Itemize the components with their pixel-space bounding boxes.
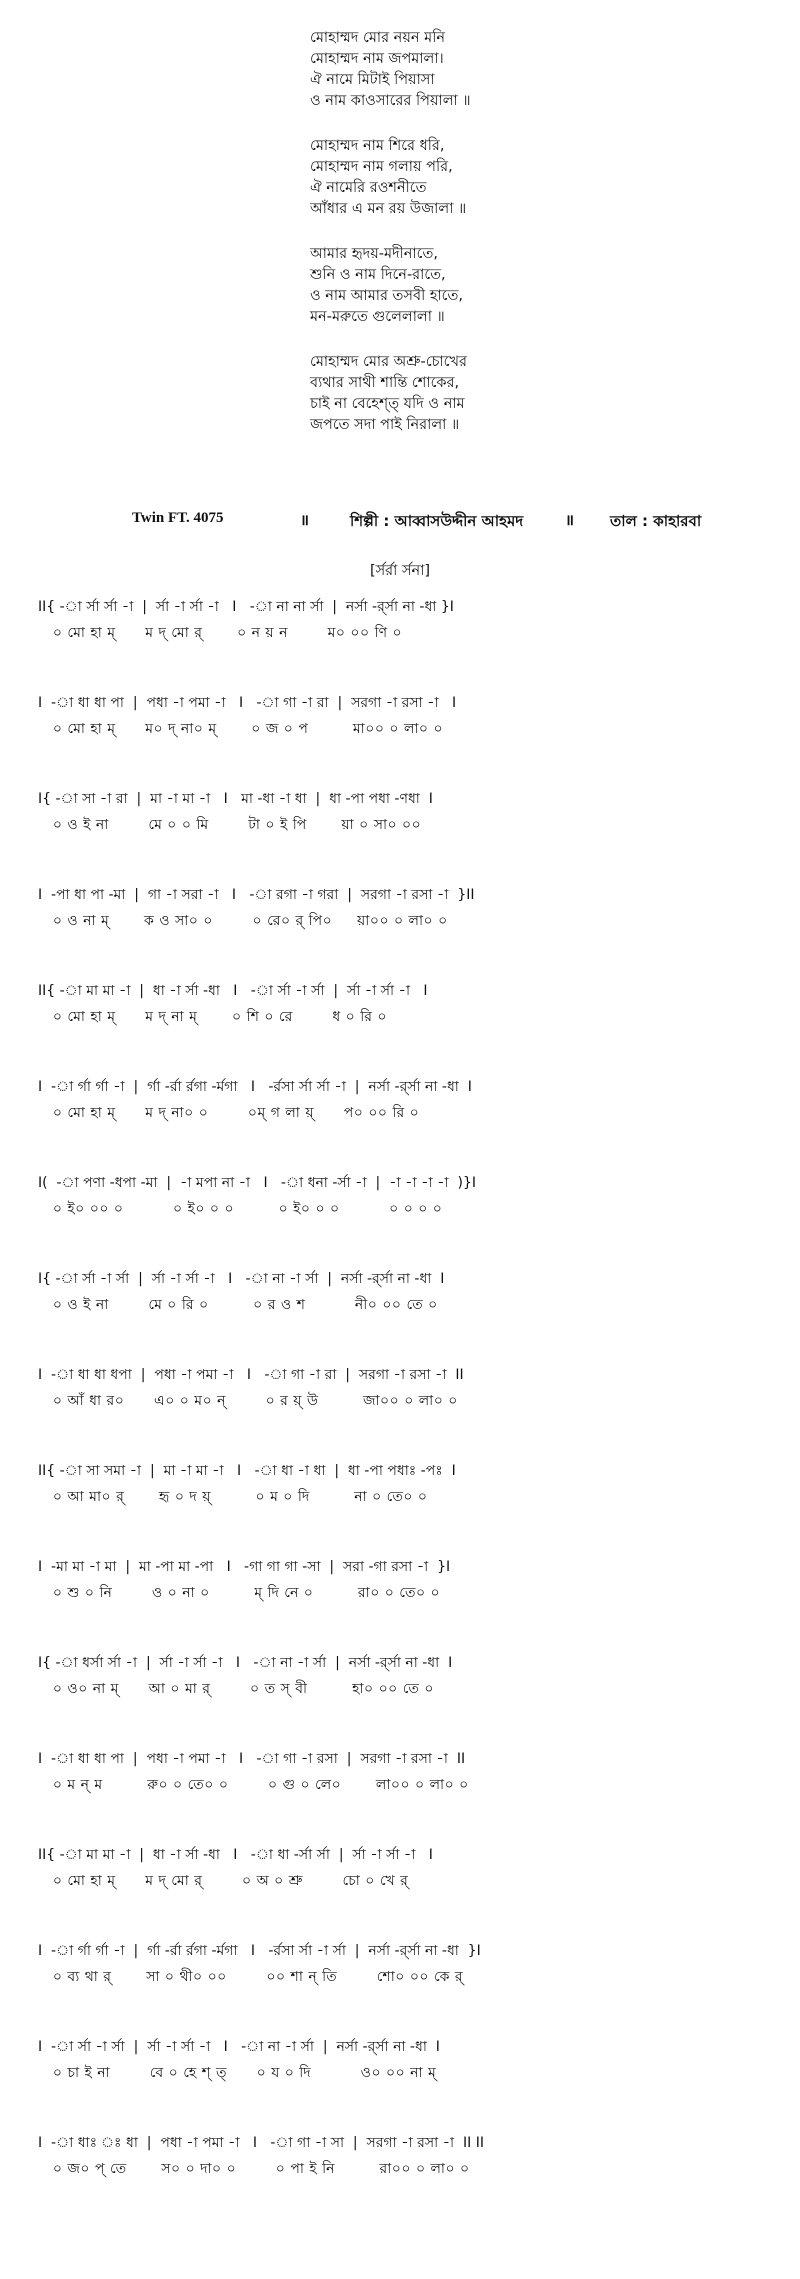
swara-line: I -পা ধা পা -মা | গা -া সরা -া I -া রগা -া গরা | সরগা -া রসা -া }II: [38, 887, 475, 903]
lyric-syllables: ০ ও ই না মে ০ রি ০ ০ র ও শ নী০ ০০ তে ০: [38, 1297, 438, 1313]
notation-row: [38, 883, 768, 941]
lyric-stanza: [310, 352, 730, 436]
notation-row: [38, 1939, 768, 1997]
swara-line: I( -া পণা -ধপা -মা | -া মপা না -া I -া ধনা -র্সা -া | -া -া -া -া )}I: [38, 1175, 477, 1191]
lyric-line: মোহাম্মদ নাম জপমালা।: [310, 51, 444, 67]
record-number: Twin FT. 4075: [132, 510, 224, 526]
lyric-syllables: ০ ম ন্‌ ম রু০ ০ তে০ ০ ০ গু ০ লে০ লা০০ ০ লা০ ০: [38, 1777, 469, 1793]
lyric-syllables: ০ মো হা ম্‌ ম দ্‌ মো র্‌ ০ ন য় ন ম০ ০০ ণি ০: [38, 625, 403, 641]
notation-row: [38, 1459, 768, 1517]
scale-heading: [র্সর্রা র্সনা]: [369, 563, 431, 579]
lyric-syllables: ০ ই০ ০০ ০ ০ ই০ ০ ০ ০ ই০ ০ ০ ০ ০ ০ ০: [38, 1201, 443, 1217]
swara-line: I{ -া সা -া রা | মা -া মা -া I মা -ধা -া ধা | ধা -পা পধা -ণধা I: [38, 791, 433, 807]
artist-credit: শিল্পী : আব্বাসউদ্দীন আহমদ: [350, 512, 524, 530]
lyric-line: চাই না বেহেশ্‌ত্‌ যদি ও নাম: [310, 396, 465, 412]
lyric-line: আমার হৃদয়-মদীনাতে,: [310, 246, 438, 262]
lyric-syllables: ০ ও না ম্‌ ক ও সা০ ০ ০ রে০ র্‌ পি০ য়া০০ ০ লা০ ০: [38, 913, 448, 929]
swara-line: I -া ধা ধা ধপা | পধা -া পমা -া I -া গা -া রা | সরগা -া রসা -া II: [38, 1367, 464, 1383]
lyric-syllables: ০ জ০ প্‌ তে স০ ০ দা০ ০ ০ পা ই নি রা০০ ০ লা০ ০: [38, 2161, 470, 2177]
lyric-line: মোহাম্মদ নাম শিরে ধরি,: [310, 138, 445, 154]
swara-line: I -া ধাঃ ঃ ধা | পধা -া পমা -া I -া গা -া সা | সরগা -া রসা -া II II: [38, 2135, 484, 2151]
notation-row: [38, 1363, 768, 1421]
lyrics-block: [310, 28, 730, 460]
lyric-line: মন-মরুতে গুলেলালা ॥: [310, 309, 445, 325]
swara-line: I -া র্সা -া র্সা | র্সা -া র্সা -া I -া না -া র্সা | নর্সা -র্র্সা না -ধা I: [38, 2039, 440, 2055]
notation-row: [38, 1075, 768, 1133]
lyric-syllables: ০ মো হা ম্‌ ম দ্‌ মো র্‌ ০ অ ০ শ্রু চো ০ খে র্‌: [52, 1873, 409, 1889]
lyric-syllables: ০ ও ই না মে ০ ০ মি টা ০ ই পি য়া ০ সা০ ০০: [38, 817, 422, 833]
lyric-line: ও নাম আমার তসবী হাতে,: [310, 288, 463, 304]
notation-row: [38, 787, 768, 845]
lyric-syllables: ০ মো হা ম্‌ ম দ্‌ না ম্‌ ০ শি ০ রে ধ ০ রি ০: [38, 1009, 387, 1025]
notation-row: [38, 979, 768, 1037]
swara-line: I -া ধা ধা পা | পধা -া পমা -া I -া গা -া রা | সরগা -া রসা -া I: [38, 695, 457, 711]
swara-line: II{ -া সা সমা -া | মা -া মা -া I -া ধা -া ধা | ধা -পা পধাঃ -পঃ I: [38, 1463, 456, 1479]
swara-line: I -মা মা -া মা | মা -পা মা -পা I -গা গা গা -সা | সরা -গা রসা -া }I: [38, 1559, 451, 1575]
swara-line: I{ -া ধর্সা র্সা -া | র্সা -া র্সা -া I -া না -া র্সা | নর্সা -র্র্সা না -ধা I: [38, 1655, 453, 1671]
notation-row: [38, 595, 768, 653]
lyric-line: মোহাম্মদ নাম গলায় পরি,: [310, 159, 453, 175]
lyric-line: শুনি ও নাম দিনে-রাতে,: [310, 267, 446, 283]
lyric-stanza: [310, 28, 730, 112]
record-info: [0, 510, 800, 540]
notation-row: [38, 1843, 768, 1901]
notation-row: [38, 1747, 768, 1805]
lyric-line: মোহাম্মদ মোর অশ্রু-চোখের: [310, 354, 467, 370]
swara-line: II{ -া মা মা -া | ধা -া র্সা -ধা I -া ধা -র্সা র্সা | র্সা -া র্সা -া I: [38, 1847, 433, 1863]
notation-row: [38, 1555, 768, 1613]
lyric-syllables: ০ মো হা ম্‌ ম০ দ্‌ না০ ম্‌ ০ জ ০ প মা০০ ০ লা০ ০: [38, 721, 444, 737]
lyric-syllables: ০ চা ই না বে ০ হে শ্‌ ত্‌ ০ য ০ দি ও০ ০০ না ম্‌: [52, 2065, 437, 2081]
lyric-syllables: ০ আঁ ধা র০ এ০ ০ ম০ ন্‌ ০ র য়্‌ উ জা০০ ০ লা০ ০: [38, 1393, 458, 1409]
swara-line: II{ -া মা মা -া | ধা -া র্সা -ধা I -া র্সা -া র্সা | র্সা -া র্সা -া I: [38, 983, 428, 999]
swara-line: I{ -া র্সা -া র্সা | র্সা -া র্সা -া I -া না -া র্সা | নর্সা -র্র্সা না -ধা I: [38, 1271, 445, 1287]
lyric-syllables: ০ শু ০ নি ও ০ না ০ ম্‌ দি নে ০ রা০ ০ তে০ ০: [38, 1585, 441, 1601]
lyric-line: ও নাম কাওসারের পিয়ালা ॥: [310, 93, 471, 109]
lyric-syllables: ০ ও০ না ম্‌ আ ০ মা র্‌ ০ ত স্‌ বী হা০ ০০ তে ০: [38, 1681, 434, 1697]
lyric-line: মোহাম্মদ মোর নয়ন মনি: [310, 30, 445, 46]
swara-line: I -া র্গা র্গা -া | র্গা -র্রা র্রগা -র্মগা I -র্রসা র্সা র্সা -া | নর্সা -র্র্সা না -ধা I: [38, 1079, 472, 1095]
lyric-stanza: [310, 136, 730, 220]
notation-row: [38, 2035, 768, 2093]
lyric-line: আঁধার এ মন রয় উজালা ॥: [310, 201, 467, 217]
swara-line: II{ -া র্সা র্সা -া | র্সা -া র্সা -া I -া না না র্সা | নর্সা -র্র্সা না -ধা }I: [38, 599, 454, 615]
lyric-syllables: ০ আ মা০ র্‌ হৃ ০ দ য়্‌ ০ ম ০ দি না ০ তে০ ০: [38, 1489, 428, 1505]
lyric-syllables: ০ মো হা ম্‌ ম দ্‌ না০ ০ ০ম্‌ গ লা য়্‌ প০ ০০ রি ০: [38, 1105, 420, 1121]
separator: ॥: [300, 511, 309, 529]
lyric-line: ঐ নামেরি রওশনীতে: [310, 180, 427, 196]
separator: ॥: [565, 511, 574, 529]
lyric-syllables: ০ ব্য থা র্‌ সা ০ থী০ ০০ ০০ শা ন্‌ তি শো০ ০০ কে র্‌: [52, 1969, 464, 1985]
swara-line: I -া র্গা র্গা -া | র্গা -র্রা র্রগা -র্মগা I -র্রসা র্সা -া র্সা | নর্সা -র্র্সা না -ধা }I: [38, 1943, 481, 1959]
lyric-line: জপতে সদা পাই নিরালা ॥: [310, 417, 460, 433]
notation-row: [38, 691, 768, 749]
notation-row: [38, 1171, 768, 1229]
swara-line: I -া ধা ধা পা | পধা -া পমা -া I -া গা -া রসা | সরগা -া রসা -া II: [38, 1751, 466, 1767]
lyric-stanza: [310, 244, 730, 328]
tal-label: তাল : কাহারবা: [610, 512, 702, 530]
notation-row: [38, 1267, 768, 1325]
notation-row: [38, 2131, 768, 2189]
lyric-line: ব্যথার সাথী শান্তি শোকের,: [310, 375, 460, 391]
lyric-line: ঐ নামে মিটাই পিয়াসা: [310, 72, 435, 88]
notation-row: [38, 1651, 768, 1709]
